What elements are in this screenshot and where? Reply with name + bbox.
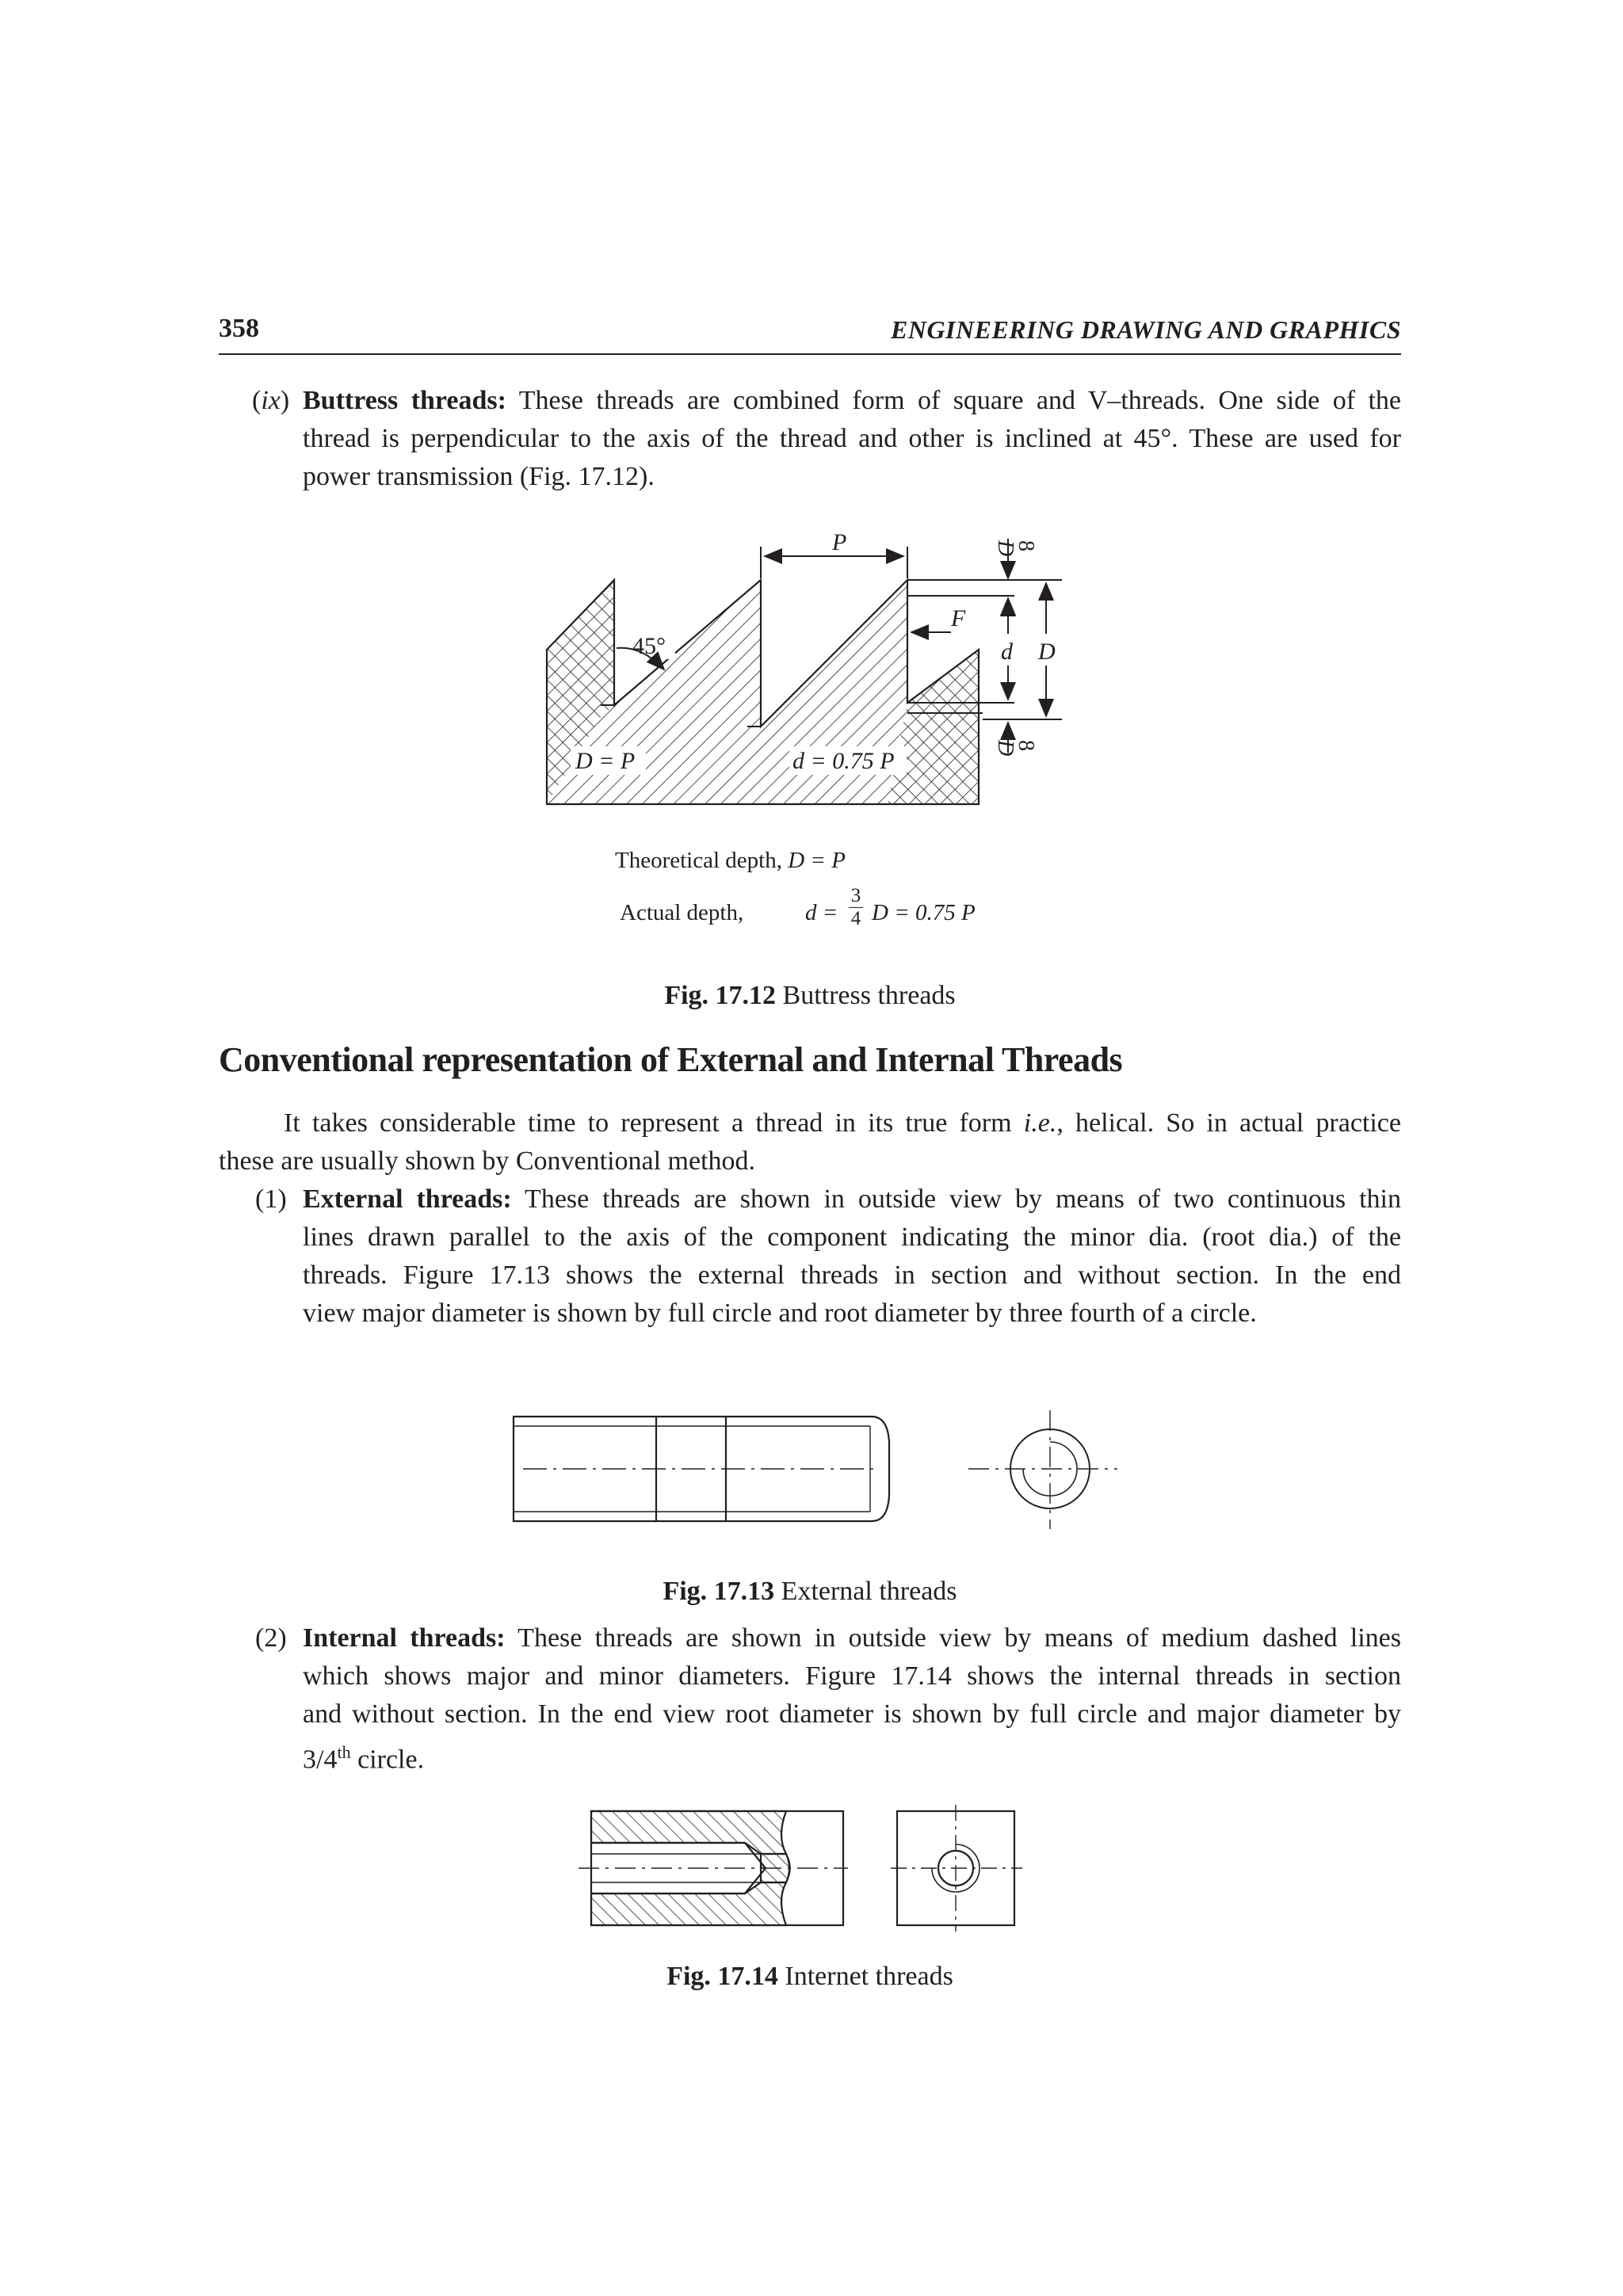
internal-thread-section-view (579, 1811, 848, 1925)
label-D8-bot-den: 8 (1014, 740, 1038, 751)
item-2-line2: which shows major and minor diameters. Figure 17.14 shows the internal threads in section (303, 1661, 1401, 1691)
item-1-line3: threads. Figure 17.13 shows the external threads in section and without section. In the end (303, 1261, 1401, 1290)
item-1-line1: External threads: These threads are shown in outside view by means of two continuous thin (303, 1184, 1401, 1214)
intro-line2: these are usually shown by Conventional method. (219, 1146, 756, 1176)
section-heading: Conventional representation of External and Internal Threads (219, 1040, 1123, 1079)
external-thread-figure (507, 1410, 1125, 1529)
item-ix-roman: ix (261, 386, 281, 415)
label-D8-bot-num: D (993, 740, 1018, 757)
caption-17-14: Fig. 17.14 Internet threads (666, 1962, 953, 1991)
item-1-label: (1) (255, 1184, 287, 1214)
item-ix-line3: power transmission (Fig. 17.12). (303, 462, 655, 491)
item-2-line3: and without section. In the end view root diameter is shown by full circle and major diameter by (303, 1699, 1401, 1729)
item-ix-term: Buttress threads: (303, 386, 506, 415)
label-P: P (832, 529, 847, 555)
label-F: F (951, 605, 966, 631)
item-2-term: Internal threads: (303, 1623, 506, 1653)
page-number: 358 (219, 314, 259, 343)
formula-theoretical: Theoretical depth, D = P (615, 848, 846, 873)
label-D: D (1038, 639, 1056, 665)
external-thread-side-view (514, 1417, 889, 1521)
item-2-text (303, 1619, 1401, 1779)
label-D8-top-num: D (993, 540, 1018, 557)
item-1-text (303, 1180, 1401, 1333)
formula-actual-rhs: D = 0.75 P (872, 900, 976, 925)
item-1-line2: lines drawn parallel to the axis of the component indicating the minor dia. (root dia.) of the (303, 1222, 1401, 1252)
caption-17-12: Fig. 17.12 Buttress threads (664, 981, 956, 1010)
label-angle: 45° (632, 633, 666, 659)
header-rule (219, 353, 1401, 355)
item-2-line1: Internal threads: These threads are shown in outside view by means of medium dashed lines (303, 1623, 1401, 1653)
label-D8-top-den: 8 (1014, 540, 1038, 551)
fraction-numerator: 3 (850, 885, 861, 906)
item-ix-line1: Buttress threads: These threads are combined form of square and V–threads. One side of the (303, 386, 1401, 415)
internal-thread-end-view (891, 1805, 1022, 1932)
formula-fraction (848, 886, 864, 929)
buttress-thread-figure (523, 515, 1094, 816)
item-ix-label: (ix) (252, 386, 290, 415)
item-ix-line2: thread is perpendicular to the axis of the thread and other is inclined at 45°. These are used for (303, 424, 1401, 453)
label-D-eq-P: D = P (575, 748, 636, 774)
label-d-eq: d = 0.75 P (792, 748, 895, 774)
fraction-denominator: 4 (850, 908, 861, 929)
item-2-line4: 3/4th circle. (303, 1742, 425, 1775)
caption-17-13: Fig. 17.13 External threads (663, 1577, 957, 1606)
item-2-label: (2) (255, 1623, 287, 1653)
formula-actual-lhs: d = (805, 900, 838, 925)
running-title: ENGINEERING DRAWING AND GRAPHICS (890, 315, 1401, 344)
external-thread-end-view (968, 1410, 1117, 1529)
intro-paragraph (219, 1104, 1401, 1180)
internal-thread-figure (579, 1805, 1038, 1932)
intro-line1: It takes considerable time to represent a thread in its true form i.e., helical. So in actual practice (284, 1108, 1401, 1138)
item-1-term: External threads: (303, 1184, 512, 1214)
item-ix-text (303, 382, 1401, 496)
item-1-line4: view major diameter is shown by full circle and root diameter by three fourth of a circle. (303, 1299, 1257, 1328)
formula-actual-label: Actual depth, (620, 900, 744, 925)
label-d: d (1001, 639, 1013, 665)
